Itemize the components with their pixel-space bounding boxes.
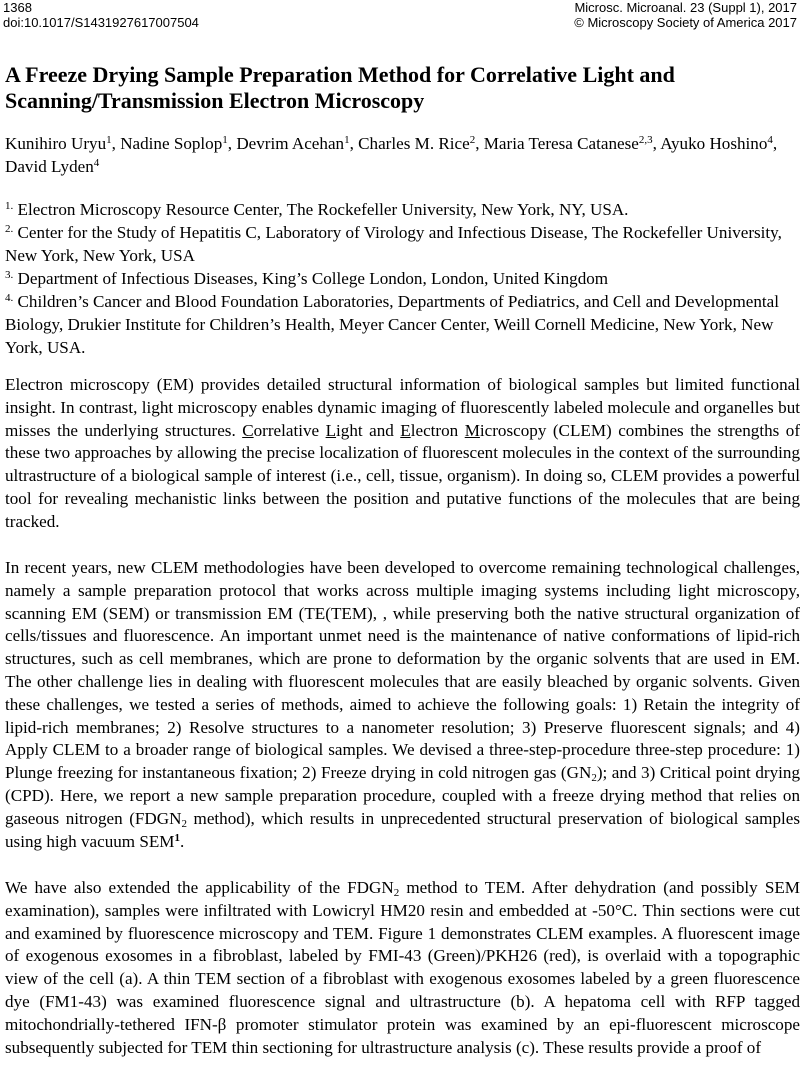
paper-title: A Freeze Drying Sample Preparation Method for Correlative Light and Scanning/Transmission Electron Microscopy	[5, 62, 675, 113]
text-run: icroscopy (CLEM) combines the strengths of these two approaches by allowing the precise localization of fluorescent molecules in the context of the surrounding ultrastructure of a biological sample of interest (i.e., cell, tissue, organism). In doing so, CLEM provides a powerful tool for revealing mechanistic links between the position and putative functions of the molecules that are being tracked.	[5, 420, 800, 531]
author-affiliation: 4	[93, 157, 100, 169]
affiliation-text: Center for the Study of Hepatitis C, Laboratory of Virology and Infectious Disease, The Rockefeller University, New York, New York, USA	[5, 223, 782, 265]
author-affiliation: 1	[344, 134, 350, 146]
author: Nadine Soplop	[120, 134, 223, 153]
underlined-letter: M	[464, 420, 480, 440]
affiliation-number: 4.	[5, 292, 14, 304]
header-left	[3, 0, 199, 30]
copyright: © Microscopy Society of America 2017	[574, 15, 797, 30]
author: Devrim Acehan	[236, 134, 345, 153]
header-right	[574, 0, 797, 30]
text-run: lectron	[410, 420, 465, 440]
text-run: ight and	[336, 420, 401, 440]
affiliation-text: Department of Infectious Diseases, King’s College London, London, United Kingdom	[17, 269, 609, 288]
underlined-letter: E	[400, 420, 411, 440]
author: Ayuko Hoshino	[660, 134, 768, 153]
subscript: 2	[181, 817, 187, 830]
reference-marker: 1	[174, 831, 181, 844]
author: David Lyden	[5, 157, 94, 176]
affiliations	[5, 198, 795, 359]
underlined-letter: L	[325, 420, 337, 440]
text-run: In recent years, new CLEM methodologies have been developed to overcome remaining technological challenges, namely a sample preparation protocol that works across multiple imaging systems including light microscopy, scanning EM (SEM) or transmission EM (TE(TEM), , while preserving both the native structural organization of cells/tissues and fluorescence. An important unmet need is the maintenance of native conformations of lipid-rich structures, such as cell membranes, which are prone to deformation by the organic solvents that are used in EM. The other challenge lies in dealing with fluorescent molecules that are easily bleached by organic solvents. Given these challenges, we tested a series of methods, aimed to achieve the following goals: 1) Retain the integrity of lipid-rich membranes; 2) Resolve structures to a nanometer resolution; 3) Preserve fluorescent signals; and 4) Apply CLEM to a broader range of biological samples. We devised a three-step-procedure three-step procedure: 1) Plunge freezing for instantaneous fixation; 2) Freeze drying in cold nitrogen gas (GN	[5, 558, 800, 783]
author-list: Kunihiro Uryu$^1$, Nadine Soplop$^1$, Devrim Acehan$^1$, Charles M. Rice$^2$, Maria Teresa Catanese$^{2,3}$, Ayuko Hoshino$^4$, David Lyden$^4$	[5, 134, 778, 176]
text-run: .	[180, 831, 185, 851]
page-number: 1368	[3, 0, 32, 15]
paragraph-tem	[5, 877, 800, 1070]
affiliation-number: 2.	[5, 223, 14, 235]
author: Maria Teresa Catanese	[483, 134, 639, 153]
text-run: We have also extended the applicability of the FDGN	[5, 878, 394, 897]
author-affiliation: 2,3	[638, 134, 653, 146]
paragraph-methods	[5, 557, 800, 853]
subscript: 2	[591, 772, 597, 785]
text-run: method), which results in unprecedented structural preservation of biological samples using high vacuum SEM	[5, 808, 800, 851]
page-header	[0, 0, 800, 34]
affiliation	[5, 267, 795, 290]
affiliation-text: Electron Microscopy Resource Center, The Rockefeller University, New York, NY, USA.	[17, 200, 629, 219]
author-affiliation: 1	[222, 134, 228, 146]
journal-citation: Microsc. Microanal. 23 (Suppl 1), 2017	[574, 0, 797, 15]
author-affiliation: 4	[767, 134, 773, 146]
underlined-letter: C	[242, 420, 254, 440]
affiliation	[5, 221, 795, 267]
text-run: Electron microscopy (EM) provides detailed structural information of biological samples but limited functional insight. In contrast, light microscopy enables dynamic imaging of fluorescently labeled molecule and organelles but misses the underlying structures.	[5, 375, 800, 440]
author: Charles M. Rice	[358, 134, 470, 153]
author-affiliation: 2	[469, 134, 476, 146]
doi: doi:10.1017/S1431927617007504	[3, 15, 199, 30]
affiliation	[5, 198, 795, 221]
text-run: orrelative	[253, 420, 326, 440]
text-run: method to TEM. After dehydration (and possibly SEM examination), samples were infiltrated with Lowicryl HM20 resin and embedded at -50°C. Thin sections were cut and examined by fluorescence microscopy and TEM. Figure 1 demonstrates CLEM examples. A fluorescent image of exogenous exosomes in a fibroblast, labeled by FMI-43 (Green)/PKH26 (red), is overlaid with a topographic view of the cell (a). A thin TEM section of a fibroblast with exogenous exosomes labeled by a green fluorescence dye (FM1-43) was examined fluorescence signal and ultrastructure (b). A hepatoma cell with RFP tagged mitochondrially-tethered IFN-β promoter stimulator protein was examined by an epi-fluorescent microscope subsequently subjected for TEM thin sectioning for ultrastructure analysis (c). These results provide a proof of	[5, 878, 800, 1057]
affiliation-number: 1.	[5, 200, 14, 212]
affiliation	[5, 290, 795, 359]
paragraph-intro	[5, 374, 800, 534]
affiliation-number: 3.	[5, 269, 14, 281]
author-affiliation: 1	[106, 134, 112, 146]
text-run: ); and 3) Critical point drying (CPD). Here, we report a new sample preparation procedure, coupled with a freeze drying method that relies on gaseous nitrogen (FDGN	[5, 763, 800, 828]
affiliation-text: Children’s Cancer and Blood Foundation Laboratories, Departments of Pediatrics, and Cell and Developmental Biology, Drukier Institute for Children’s Health, Meyer Cancer Center, Weill Cornell Medicine, New York, New York, USA.	[5, 292, 779, 357]
subscript: 2	[393, 887, 400, 899]
author: Kunihiro Uryu	[5, 134, 107, 153]
